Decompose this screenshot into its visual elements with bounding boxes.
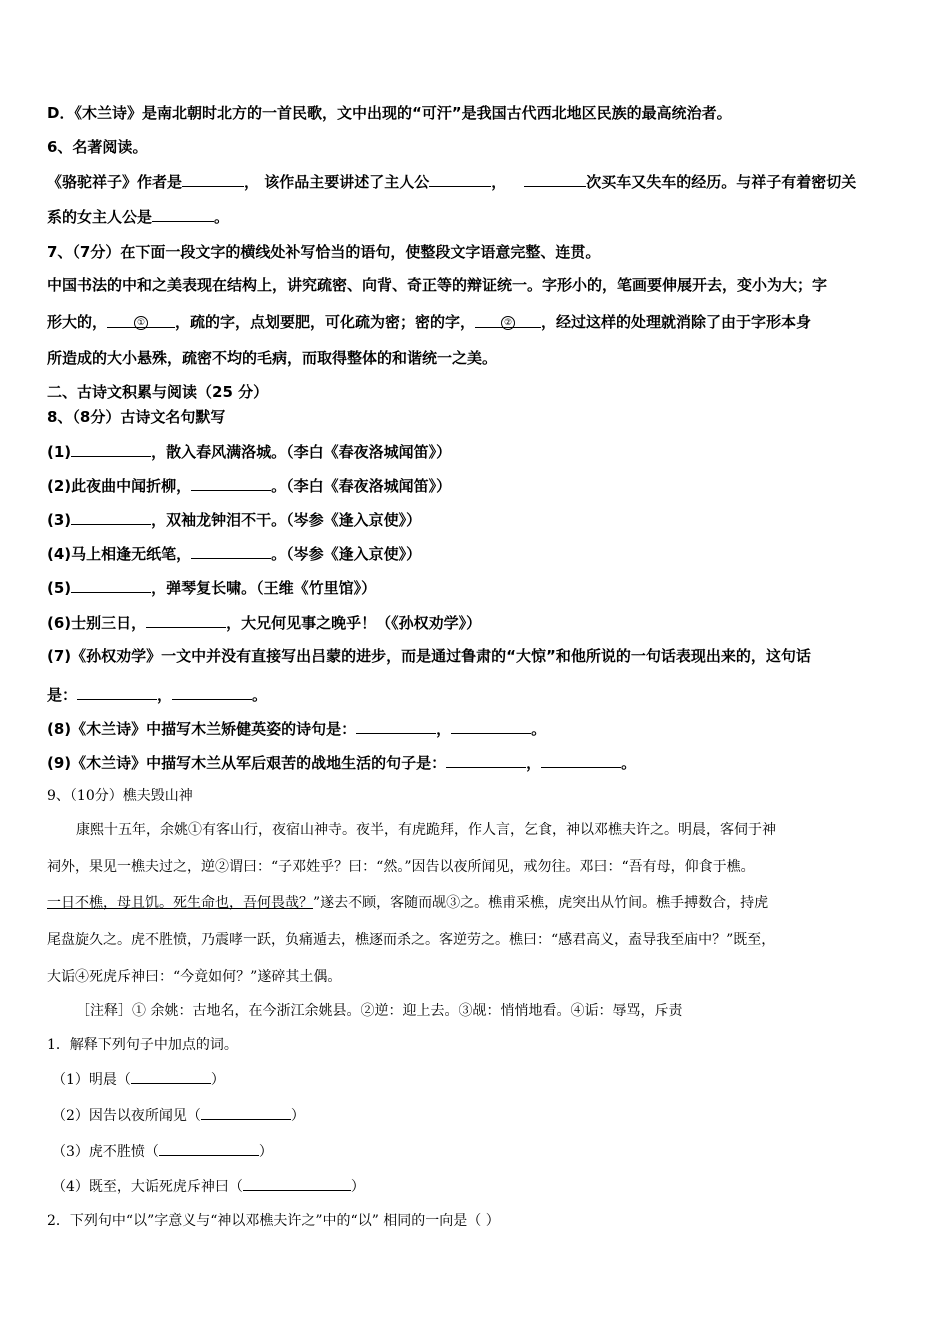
q9-title: 9、（10分）樵夫毁山神	[47, 788, 193, 804]
answer-blank[interactable]	[201, 1104, 291, 1120]
sub1-text: ）	[210, 1072, 225, 1088]
q8-text: (9)《木兰诗》中描写木兰从军后艰苦的战地生活的句子是：	[47, 754, 447, 772]
answer-blank[interactable]	[146, 612, 226, 628]
q8-text: 。	[252, 686, 268, 704]
sub1-text: （2）因告以夜所闻见（	[52, 1108, 201, 1124]
sub1-item-1	[52, 1068, 225, 1090]
q6-title: 6、名著阅读。	[47, 138, 148, 156]
q8-item-4	[47, 543, 421, 564]
q5-option-d: D．《木兰诗》是南北朝时北方的一首民歌，文中出现的“可汗”是我国古代西北地区民族的最高统治者。	[47, 104, 732, 122]
q6-text: 次买车又失车的经历。与祥子有着密切关	[586, 173, 857, 191]
sub1-text: （1）明晨（	[52, 1072, 131, 1088]
sub1-text: ）	[258, 1144, 273, 1160]
q6-text: ，	[491, 173, 507, 191]
q8-item-2	[47, 475, 451, 496]
q8-item-6	[47, 612, 481, 633]
q7-line-3: 所造成的大小悬殊，疏密不均的毛病，而取得整体的和谐统一之美。	[47, 349, 498, 367]
sub1-title: 1．解释下列句子中加点的词。	[47, 1037, 238, 1053]
q8-text: 。	[531, 720, 547, 738]
q8-text: 。（李白《春夜洛城闻笛》）	[271, 477, 452, 495]
q8-text: 。（岑参《逢入京使》）	[271, 545, 422, 563]
answer-blank[interactable]	[71, 509, 151, 525]
q9-passage-line-5: 大诟④死虎斥神曰：“今竟如何？”遂碎其土偶。	[47, 969, 342, 985]
q7-text: 形大的，	[47, 313, 108, 331]
q6-text: 《骆驼祥子》作者是	[47, 173, 183, 191]
sub2-title: 2．下列句中“以”字意义与“神以邓樵夫许之”中的“以” 相同的一向是（ ）	[47, 1213, 500, 1229]
q8-item-5	[47, 577, 376, 598]
q7-text: ，经过这样的处理就消除了由于字形本身	[541, 313, 812, 331]
q8-text: (5)	[47, 579, 72, 597]
answer-blank[interactable]	[71, 577, 151, 593]
q8-text: (8)《木兰诗》中描写木兰矫健英姿的诗句是：	[47, 720, 357, 738]
answer-blank[interactable]	[191, 543, 271, 559]
answer-blank[interactable]	[243, 1175, 351, 1191]
answer-blank[interactable]	[152, 206, 214, 222]
q8-title: 8、（8分）古诗文名句默写	[47, 408, 226, 426]
sub1-item-3	[52, 1140, 273, 1162]
circle-two-icon: ②	[501, 316, 515, 330]
sub1-text: ）	[350, 1179, 365, 1195]
q8-item-3	[47, 509, 421, 530]
sub1-text: （3）虎不胜愤（	[52, 1144, 159, 1160]
q6-line-1	[47, 171, 856, 192]
answer-blank[interactable]	[172, 684, 252, 700]
q9-passage-line-3	[47, 893, 768, 913]
q8-text: ，大兄何见事之晚乎！（《孙权劝学》）	[226, 614, 482, 632]
q8-text: (4)马上相逢无纸笔，	[47, 545, 192, 563]
underlined-sentence: 一日不樵，母且饥。死生命也，吾何畏哉？	[47, 895, 313, 911]
answer-blank[interactable]	[356, 718, 436, 734]
q8-text: 。	[621, 754, 637, 772]
q8-item-8	[47, 718, 546, 739]
q6-text: 系的女主人公是	[47, 208, 153, 226]
section-2-title: 二、古诗文积累与阅读（25 分）	[47, 383, 269, 401]
answer-blank[interactable]	[131, 1068, 211, 1084]
q8-text: ，	[157, 686, 173, 704]
answer-blank-2[interactable]	[475, 312, 541, 328]
q8-text: (3)	[47, 511, 72, 529]
circle-one-icon: ①	[134, 316, 148, 330]
q8-text: ，	[436, 720, 452, 738]
answer-blank[interactable]	[159, 1140, 259, 1156]
q9-passage-line-1: 康熙十五年，余姚①有客山行，夜宿山神寺。夜半，有虎跪拜，作人言，乞食，神以邓樵夫许之。明晨，客伺于神	[76, 822, 776, 838]
q7-title: 7、（7分）在下面一段文字的横线处补写恰当的语句，使整段文字语意完整、连贯。	[47, 243, 601, 261]
q6-text: 。	[214, 208, 230, 226]
q8-item-7-line-1: (7)《孙权劝学》一文中并没有直接写出吕蒙的进步，而是通过鲁肃的“大惊”和他所说的一句话表现出来的，这句话	[47, 647, 811, 665]
sub1-item-2	[52, 1104, 305, 1126]
q8-text: 是：	[47, 686, 78, 704]
q8-text: (6)士别三日，	[47, 614, 147, 632]
q6-line-2	[47, 206, 229, 227]
answer-blank[interactable]	[541, 752, 621, 768]
q7-text: ，疏的字，点划要肥，可化疏为密；密的字，	[175, 313, 476, 331]
answer-blank[interactable]	[182, 171, 244, 187]
sub1-item-4	[52, 1175, 365, 1197]
q8-text: (2)此夜曲中闻折柳，	[47, 477, 192, 495]
q8-text: ，	[526, 754, 542, 772]
q8-item-7-line-2	[47, 684, 267, 705]
q8-text: (1)	[47, 443, 72, 461]
answer-blank[interactable]	[451, 718, 531, 734]
q9-note: ［注释］① 余姚：古地名，在今浙江余姚县。②逆：迎上去。③觇：悄悄地看。④诟：辱骂，斥责	[76, 1003, 683, 1019]
answer-blank[interactable]	[191, 475, 271, 491]
sub1-text: ）	[290, 1108, 305, 1124]
answer-blank-1[interactable]	[107, 312, 175, 328]
answer-blank[interactable]	[77, 684, 157, 700]
answer-blank[interactable]	[446, 752, 526, 768]
q6-text: ， 该作品主要讲述了主人公	[244, 173, 430, 191]
answer-blank[interactable]	[524, 171, 586, 187]
q9-passage-line-4: 尾盘旋久之。虎不胜愤，乃震哮一跃，负痛遁去，樵逐而杀之。客逆劳之。樵曰：“感君高义，盍导我至庙中？”既至，	[47, 932, 776, 948]
q8-text: ，弹琴复长啸。（王维《竹里馆》）	[151, 579, 377, 597]
sub1-text: （4）既至，大诟死虎斥神曰（	[52, 1179, 243, 1195]
q7-line-2	[47, 312, 811, 332]
q9-text: ”遂去不顾，客随而觇③之。樵甫采樵，虎突出从竹间。樵手搏数合，持虎	[313, 895, 769, 911]
q8-text: ，散入春风满洛城。（李白《春夜洛城闻笛》）	[151, 443, 452, 461]
q8-text: ，双袖龙钟泪不干。（岑参《逢入京使》）	[151, 511, 422, 529]
answer-blank[interactable]	[429, 171, 491, 187]
q8-item-9	[47, 752, 636, 773]
answer-blank[interactable]	[71, 441, 151, 457]
q7-line-1: 中国书法的中和之美表现在结构上，讲究疏密、向背、奇正等的辩证统一。字形小的，笔画要伸展开去，变小为大；字	[47, 276, 828, 294]
q9-passage-line-2: 祠外，果见一樵夫过之，逆②谓曰：“子邓姓乎？曰：“然。”因告以夜所闻见，戒勿往。邓曰：“吾有母，仰食于樵。	[47, 859, 755, 875]
q8-item-1	[47, 441, 451, 462]
